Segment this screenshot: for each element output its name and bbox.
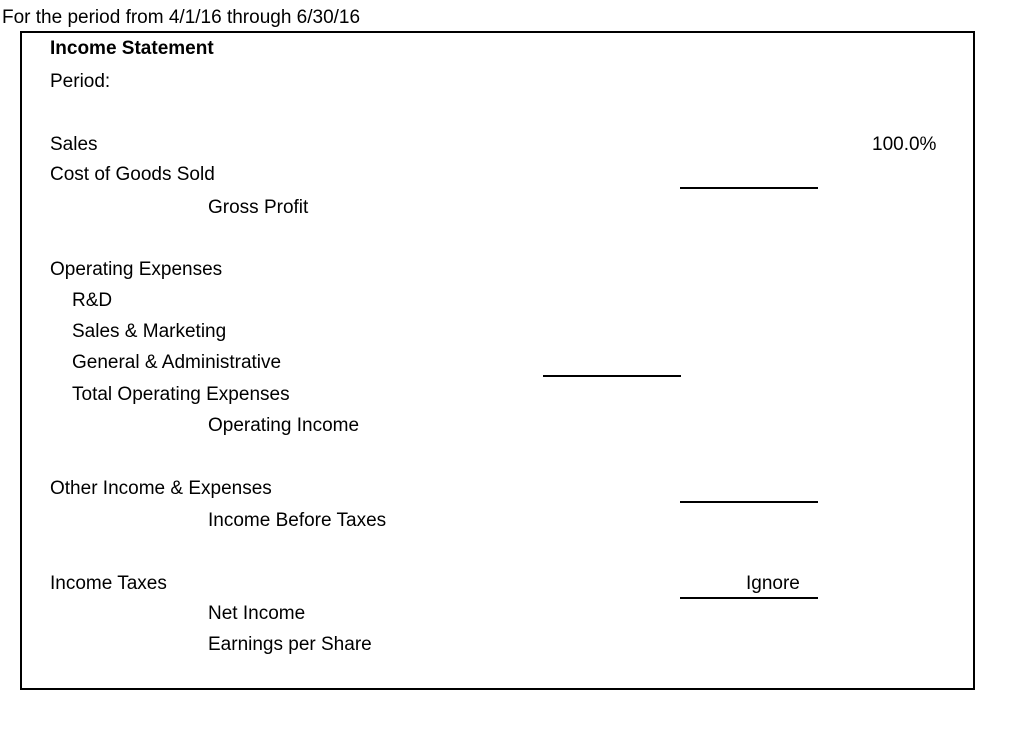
row-income-before-taxes-label: Income Before Taxes [208, 510, 387, 531]
row-eps-label: Earnings per Share [208, 634, 372, 655]
row-income-taxes-value: Ignore [746, 573, 800, 594]
row-sales-label: Sales [50, 134, 98, 155]
row-rnd-label: R&D [72, 290, 113, 311]
row-opex-header: Operating Expenses [50, 259, 223, 280]
other-income-underline [680, 501, 818, 503]
period-label: Period: [50, 71, 111, 92]
row-total-opex-label: Total Operating Expenses [72, 384, 290, 405]
statement-title: Income Statement [50, 38, 214, 59]
row-income-taxes-label: Income Taxes [50, 573, 167, 594]
row-sales-marketing-label: Sales & Marketing [72, 321, 227, 342]
row-gross-profit-label: Gross Profit [208, 197, 309, 218]
row-net-income-label: Net Income [208, 603, 306, 624]
row-g-and-a-label: General & Administrative [72, 352, 282, 373]
cogs-underline [680, 187, 818, 189]
row-other-income-label: Other Income & Expenses [50, 478, 272, 499]
g-and-a-underline [543, 375, 681, 377]
period-caption: For the period from 4/1/16 through 6/30/16 [2, 7, 361, 28]
row-operating-income-label: Operating Income [208, 415, 360, 436]
income-taxes-underline [680, 597, 818, 599]
row-cogs-label: Cost of Goods Sold [50, 164, 215, 185]
row-sales-percent: 100.0% [872, 134, 937, 155]
